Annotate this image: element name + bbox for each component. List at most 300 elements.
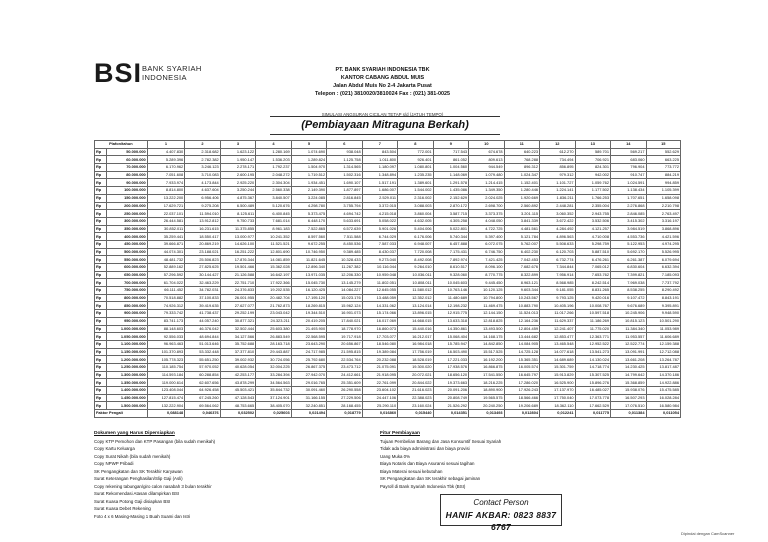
installment-cell: 4.048.050 xyxy=(469,217,504,225)
installment-cell: 13.145.279 xyxy=(327,279,362,287)
installment-cell: 10.008.767 xyxy=(575,302,610,310)
scanner-watermark: Dipindai dengan CamScanner xyxy=(681,531,735,536)
installment-cell: 12.712.088 xyxy=(646,348,681,356)
header-year: 4 xyxy=(256,141,291,149)
table-row xyxy=(95,194,681,202)
installment-cell: 11.594.010 xyxy=(185,210,220,218)
installment-cell: 10.815.123 xyxy=(611,317,646,325)
installment-cell: 33.284.394 xyxy=(256,371,291,379)
installment-cell: 1.349.350 xyxy=(469,187,504,195)
installment-cell: 44.057.240 xyxy=(185,317,220,325)
installment-cell: 1.766.253 xyxy=(575,194,610,202)
installment-cell: 3.060.352 xyxy=(540,210,575,218)
installment-cell: 683.060 xyxy=(611,156,646,164)
installment-cell: 1.536.203 xyxy=(256,156,291,164)
currency-label: Rp xyxy=(95,356,107,364)
installment-cell: 20.482.704 xyxy=(256,294,291,302)
installment-cell: 1.623.122 xyxy=(220,148,255,156)
installment-cell: 5.298.759 xyxy=(575,240,610,248)
currency-label: Rp xyxy=(95,202,107,210)
installment-cell: 11.480.689 xyxy=(433,294,468,302)
installment-cell: 19.501.466 xyxy=(220,264,255,272)
installment-cell: 12.144.150 xyxy=(469,310,504,318)
factor-cell: 0,088148 xyxy=(147,410,185,418)
plafon-cell: 1.250.000.000 xyxy=(107,363,148,371)
currency-label: Rp xyxy=(95,217,107,225)
installment-cell: 11.580.012 xyxy=(398,287,433,295)
installment-cell: 7.344.844 xyxy=(540,264,575,272)
installment-cell: 1.177.502 xyxy=(575,187,610,195)
installment-cell: 7.969.038 xyxy=(611,279,646,287)
installment-cell: 14.084.227 xyxy=(327,287,362,295)
currency-label: Rp xyxy=(95,340,107,348)
installment-cell: 30.852.011 xyxy=(147,225,185,233)
installment-cell: 13.541.273 xyxy=(575,348,610,356)
currency-label: Rp xyxy=(95,287,107,295)
factor-cell: 0,015440 xyxy=(398,410,433,418)
installment-cell: 32.240.851 xyxy=(291,402,326,410)
header-year: 2 xyxy=(185,141,220,149)
installment-cell: 717.543 xyxy=(433,148,468,156)
installment-cell: 20.091.206 xyxy=(433,387,468,395)
plafon-cell: 60.000.000 xyxy=(107,156,148,164)
installment-cell: 123.408.044 xyxy=(147,387,185,395)
installment-cell: 11.053.989 xyxy=(646,325,681,333)
installment-cell: 1.152.401 xyxy=(504,179,539,187)
factor-cell: 0,025603 xyxy=(256,410,291,418)
installment-cell: 39.666.871 xyxy=(147,240,185,248)
table-header-row xyxy=(95,141,681,149)
installment-cell: 3.372.015 xyxy=(362,202,397,210)
currency-label: Rp xyxy=(95,194,107,202)
installment-cell: 12.818.825 xyxy=(469,317,504,325)
installment-cell: 3.415.302 xyxy=(611,217,646,225)
installment-cell: 10.245.906 xyxy=(611,310,646,318)
installment-cell: 884.219 xyxy=(646,171,681,179)
installment-cell: 3.088.003 xyxy=(398,202,433,210)
installment-cell: 9.420.016 xyxy=(575,294,610,302)
installment-cell: 5.887.510 xyxy=(575,248,610,256)
installment-cell: 15.307.525 xyxy=(575,371,610,379)
currency-label: Rp xyxy=(95,240,107,248)
installment-cell: 9.395.891 xyxy=(646,302,681,310)
installment-cell: 1.792.237 xyxy=(256,164,291,172)
installment-cell: 15.913.829 xyxy=(540,371,575,379)
installment-cell: 12.915.775 xyxy=(433,310,468,318)
currency-label: Rp xyxy=(95,164,107,172)
installment-cell: 119.000.614 xyxy=(147,379,185,387)
installment-cell: 37.100.833 xyxy=(185,294,220,302)
installment-cell: 11.469.475 xyxy=(469,302,504,310)
installment-cell: 1.059.762 xyxy=(575,179,610,187)
installment-cell: 3.860.004 xyxy=(398,210,433,218)
plafon-cell: 350.000.000 xyxy=(107,225,148,233)
document-item: Copy Surat Nikah (bila sudah menikah) xyxy=(94,453,171,459)
installment-cell: 2.925.220 xyxy=(220,179,255,187)
installment-cell: 2.560.338 xyxy=(256,187,291,195)
branch-phone: Telepon : (021) 3810020/3810024 Fax : (021) 381-0025 xyxy=(314,91,451,97)
currency-label: Rp xyxy=(95,371,107,379)
installment-cell: 7.720.008 xyxy=(398,248,433,256)
simulation-caption: SIMULASI ANGSURAN CICILAN TETAP s/d (JATUH TEMPO) xyxy=(321,112,444,117)
installment-cell: 18.656.120 xyxy=(433,371,468,379)
installment-cell: 6.476.261 xyxy=(575,256,610,264)
table-row xyxy=(95,287,681,295)
installment-cell: 15.362.028 xyxy=(256,264,291,272)
currency-label: Rp xyxy=(95,363,107,371)
header-year: 8 xyxy=(398,141,433,149)
installment-cell: 6.079.694 xyxy=(646,256,681,264)
installment-cell: 11.821.645 xyxy=(291,256,326,264)
installment-cell: 1.877.897 xyxy=(327,187,362,195)
currency-label: Rp xyxy=(95,179,107,187)
installment-cell: 7.399.821 xyxy=(611,271,646,279)
currency-label: Rp xyxy=(95,256,107,264)
installment-cell: 17.662.529 xyxy=(575,402,610,410)
installment-cell: 26.001.955 xyxy=(220,294,255,302)
table-row xyxy=(95,348,681,356)
installment-cell: 4.298.780 xyxy=(291,202,326,210)
installment-cell: 66.111.452 xyxy=(147,287,185,295)
installment-cell: 5.633.691 xyxy=(327,217,362,225)
table-row xyxy=(95,217,681,225)
installment-cell: 5.058.022 xyxy=(362,217,397,225)
installment-cell: 20.656.867 xyxy=(327,340,362,348)
installment-cell: 14.718.774 xyxy=(575,363,610,371)
table-row xyxy=(95,248,681,256)
installment-cell: 12.952.522 xyxy=(575,340,610,348)
installment-cell: 21.918.095 xyxy=(362,371,397,379)
installment-cell: 10.808.011 xyxy=(398,279,433,287)
currency-label: Rp xyxy=(95,387,107,395)
installment-cell: 8.843.191 xyxy=(646,294,681,302)
installment-cell: 57.296.592 xyxy=(147,271,185,279)
table-row xyxy=(95,402,681,410)
installment-cell: 10.501.290 xyxy=(646,317,681,325)
installment-cell: 15.368.859 xyxy=(611,379,646,387)
installment-cell: 2.316.002 xyxy=(398,194,433,202)
installment-cell: 1.658.098 xyxy=(646,194,681,202)
currency-label: Rp xyxy=(95,402,107,410)
table-row xyxy=(95,333,681,341)
installment-table xyxy=(94,140,681,418)
installment-cell: 9.750.733 xyxy=(220,217,255,225)
installment-cell: 44.074.301 xyxy=(147,248,185,256)
installment-cell: 16.017.069 xyxy=(362,317,397,325)
installment-cell: 21.126.588 xyxy=(220,271,255,279)
table-row xyxy=(95,225,681,233)
installment-cell: 17.756.019 xyxy=(398,348,433,356)
installment-cell: 1.024.347 xyxy=(504,171,539,179)
installment-cell: 1.138.434 xyxy=(611,187,646,195)
installment-cell: 4.637.604 xyxy=(185,187,220,195)
installment-cell: 824.301 xyxy=(575,164,610,172)
installment-cell: 34.782.031 xyxy=(185,287,220,295)
installment-cell: 896.312 xyxy=(504,164,539,172)
table-row xyxy=(95,187,681,195)
installment-cell: 4.722.725 xyxy=(469,225,504,233)
installment-cell: 3.755.794 xyxy=(327,202,362,210)
plafon-cell: 800.000.000 xyxy=(107,294,148,302)
table-row xyxy=(95,379,681,387)
installment-cell: 7.175.431 xyxy=(433,248,468,256)
installment-cell: 17.629.721 xyxy=(147,202,185,210)
installment-cell: 16.525.900 xyxy=(540,379,575,387)
installment-cell: 37.377.810 xyxy=(220,348,255,356)
installment-cell: 15.440.016 xyxy=(398,325,433,333)
installment-cell: 22.761.099 xyxy=(362,379,397,387)
installment-cell: 1.079.480 xyxy=(469,171,504,179)
installment-cell: 8.290.492 xyxy=(646,287,681,295)
installment-cell: 8.125.611 xyxy=(220,210,255,218)
installment-cell: 22.388.023 xyxy=(398,394,433,402)
table-row xyxy=(95,148,681,156)
installment-cell: 2.448.281 xyxy=(540,202,575,210)
installment-cell: 48.694.844 xyxy=(185,333,220,341)
installment-cell: 52.889.162 xyxy=(147,264,185,272)
installment-cell: 25.792.680 xyxy=(291,356,326,364)
header-year: 1 xyxy=(147,141,185,149)
installment-cell: 6.072.075 xyxy=(469,240,504,248)
installment-cell: 7.185.093 xyxy=(646,271,681,279)
installment-cell: 6.500.489 xyxy=(220,202,255,210)
installment-cell: 4.173.844 xyxy=(185,179,220,187)
installment-cell: 13.633.318 xyxy=(433,317,468,325)
table-row xyxy=(95,340,681,348)
installment-cell: 12.352.012 xyxy=(398,294,433,302)
installment-cell: 8.096.100 xyxy=(469,264,504,272)
installment-cell: 1.686.007 xyxy=(362,187,397,195)
installment-cell: 612.270 xyxy=(540,148,575,156)
installment-cell: 13.091.991 xyxy=(611,348,646,356)
plafon-cell: 750.000.000 xyxy=(107,287,148,295)
installment-cell: 640.223 xyxy=(504,148,539,156)
installment-cell: 13.465.548 xyxy=(540,340,575,348)
installment-cell: 2.560.892 xyxy=(504,202,539,210)
installment-cell: 105.778.323 xyxy=(147,356,185,364)
table-row xyxy=(95,310,681,318)
product-banner: (Pembiayaan Mitraguna Berkah) xyxy=(270,116,500,135)
financing-features xyxy=(380,430,610,490)
plafon-cell: 1.200.000.000 xyxy=(107,356,148,364)
header-year: 15 xyxy=(646,141,681,149)
installment-cell: 57.970.052 xyxy=(185,363,220,371)
installment-cell: 13.000.977 xyxy=(220,233,255,241)
installment-cell: 20.419.205 xyxy=(291,317,326,325)
branch-name: KANTOR CABANG ABDUL MUIS xyxy=(340,75,425,81)
installment-cell: 30.144.427 xyxy=(185,271,220,279)
installment-cell: 10.959.048 xyxy=(362,271,397,279)
installment-cell: 9.603.344 xyxy=(504,287,539,295)
installment-cell: 30.724.056 xyxy=(256,356,291,364)
installment-cell: 22.037.101 xyxy=(147,210,185,218)
plafon-cell: 1.450.000.000 xyxy=(107,394,148,402)
installment-cell: 9.389.485 xyxy=(327,248,362,256)
currency-label: Rp xyxy=(95,210,107,218)
installment-cell: 45.503.421 xyxy=(220,387,255,395)
installment-cell: 18.269.815 xyxy=(291,302,326,310)
currency-label: Rp xyxy=(95,156,107,164)
installment-cell: 552.629 xyxy=(646,148,681,156)
installment-cell: 7.587.033 xyxy=(362,240,397,248)
installment-cell: 40.628.054 xyxy=(220,363,255,371)
installment-cell: 6.120.703 xyxy=(540,248,575,256)
factor-cell: 0,018779 xyxy=(327,410,362,418)
installment-cell: 994.859 xyxy=(646,179,681,187)
header-plafon: Plafon/tahun xyxy=(95,141,148,149)
installment-cell: 4.710.008 xyxy=(575,233,610,241)
installment-cell: 69.564.062 xyxy=(185,402,220,410)
installment-cell: 22.751.710 xyxy=(220,279,255,287)
installment-cell: 9.948.590 xyxy=(646,310,681,318)
installment-cell: 27.229.506 xyxy=(327,394,362,402)
installment-cell: 15.301.759 xyxy=(540,363,575,371)
installment-cell: 21.075.091 xyxy=(362,363,397,371)
installment-cell: 24.323.211 xyxy=(256,317,291,325)
installment-cell: 28.163.718 xyxy=(256,340,291,348)
installment-cell: 589.701 xyxy=(575,148,610,156)
factor-label: Faktor Pengali xyxy=(95,410,148,418)
installment-cell: 23.604.102 xyxy=(362,387,397,395)
installment-cell: 26.444.581 xyxy=(147,217,185,225)
installment-cell: 12.241.407 xyxy=(540,325,575,333)
installment-cell: 9.672.255 xyxy=(291,240,326,248)
installment-cell: 1.125.758 xyxy=(327,156,362,164)
installment-cell: 74.926.312 xyxy=(147,302,185,310)
installment-cell: 10.241.352 xyxy=(256,233,291,241)
installment-cell: 8.963.121 xyxy=(504,279,539,287)
installment-cell: 64.926.458 xyxy=(185,387,220,395)
installment-cell: 6.572.639 xyxy=(327,225,362,233)
installment-cell: 8.814.800 xyxy=(147,187,185,195)
installment-cell: 18.778.970 xyxy=(327,325,362,333)
installment-cell: 14.350.861 xyxy=(433,325,468,333)
installment-cell: 10.243.567 xyxy=(504,294,539,302)
logo-mark: BSI xyxy=(94,58,143,88)
installment-cell: 8.450.536 xyxy=(327,240,362,248)
installment-cell: 14.081.859 xyxy=(256,256,291,264)
installment-cell: 12.198.232 xyxy=(433,302,468,310)
plafon-cell: 1.350.000.000 xyxy=(107,379,148,387)
installment-cell: 23.473.712 xyxy=(327,363,362,371)
installment-cell: 11.186.269 xyxy=(575,317,610,325)
installment-cell: 2.529.011 xyxy=(362,194,397,202)
installment-cell: 2.943.755 xyxy=(575,210,610,218)
installment-cell: 8.538.255 xyxy=(611,287,646,295)
installment-cell: 9.181.055 xyxy=(540,287,575,295)
installment-cell: 1.502.316 xyxy=(327,171,362,179)
table-row xyxy=(95,394,681,402)
installment-cell: 11.521.521 xyxy=(256,240,291,248)
installment-cell: 6.448.170 xyxy=(291,217,326,225)
installment-cell: 12.801.690 xyxy=(256,248,291,256)
installment-cell: 1.180.097 xyxy=(362,164,397,172)
plafon-cell: 250.000.000 xyxy=(107,210,148,218)
installment-cell: 11.802.051 xyxy=(362,279,397,287)
installment-cell: 5.373.475 xyxy=(291,210,326,218)
installment-cell: 11.267.382 xyxy=(327,264,362,272)
installment-cell: 7.933.974 xyxy=(147,179,185,187)
installment-cell: 861.052 xyxy=(433,156,468,164)
installment-cell: 12.159.388 xyxy=(646,340,681,348)
table-row xyxy=(95,325,681,333)
currency-label: Rp xyxy=(95,333,107,341)
installment-cell: 5.526.995 xyxy=(646,248,681,256)
installment-cell: 13.912.812 xyxy=(185,217,220,225)
plafon-cell: 1.100.000.000 xyxy=(107,340,148,348)
installment-cell: 2.698.700 xyxy=(469,202,504,210)
installment-cell: 5.508.633 xyxy=(540,240,575,248)
installment-cell: 7.681.014 xyxy=(256,217,291,225)
installment-cell: 14.168.175 xyxy=(469,333,504,341)
installment-cell: 16.580.984 xyxy=(646,402,681,410)
installment-cell: 3.840.507 xyxy=(256,194,291,202)
table-row xyxy=(95,264,681,272)
installment-cell: 1.080.801 xyxy=(398,164,433,172)
installment-cell: 110.185.754 xyxy=(147,363,185,371)
installment-cell: 25.603.380 xyxy=(256,325,291,333)
installment-cell: 13.488.059 xyxy=(362,294,397,302)
factor-cell: 0,011054 xyxy=(646,410,681,418)
installment-cell: 1.517.191 xyxy=(362,179,397,187)
installment-cell: 2.304.304 xyxy=(256,179,291,187)
installment-cell: 9.264.010 xyxy=(398,264,433,272)
installment-cell: 7.421.425 xyxy=(469,256,504,264)
document-item: Copy Kartu Keluarga xyxy=(94,446,135,451)
installment-cell: 14.084.905 xyxy=(504,340,539,348)
installment-cell: 9.273.040 xyxy=(362,256,397,264)
installment-cell: 1.289.824 xyxy=(291,156,326,164)
installment-cell: 10.597.518 xyxy=(575,310,610,318)
installment-cell: 9.676.689 xyxy=(611,302,646,310)
installment-cell: 19.206.689 xyxy=(504,402,539,410)
plafon-cell: 70.000.000 xyxy=(107,164,148,172)
plafon-cell: 80.000.000 xyxy=(107,171,148,179)
installment-cell: 37.124.901 xyxy=(256,394,291,402)
installment-cell: 30.877.321 xyxy=(220,317,255,325)
installment-cell: 17.221.033 xyxy=(433,356,468,364)
installment-cell: 16.120.425 xyxy=(291,287,326,295)
table-row xyxy=(95,317,681,325)
table-row xyxy=(95,356,681,364)
installment-cell: 17.073.778 xyxy=(575,394,610,402)
currency-label: Rp xyxy=(95,394,107,402)
document-item: Foto 4 x 6 Masing-Masing 1 Buah Suami dan Istri xyxy=(94,513,191,519)
currency-label: Rp xyxy=(95,310,107,318)
installment-cell: 19.717.918 xyxy=(327,333,362,341)
document-item: SK Pengangkatan dan SK Terakhir Karyawan xyxy=(94,468,183,474)
installment-cell: 23.043.042 xyxy=(256,310,291,318)
header-year: 3 xyxy=(220,141,255,149)
document-item: Copy rekening tabungan/giro calon nasabah 3 bulan terakhir xyxy=(94,483,212,489)
installment-cell: 15.023.176 xyxy=(327,294,362,302)
table-row xyxy=(95,202,681,210)
installment-cell: 1.024.591 xyxy=(611,179,646,187)
installment-cell: 7.051.608 xyxy=(147,171,185,179)
header-year: 11 xyxy=(504,141,539,149)
installment-cell: 15.365.351 xyxy=(504,356,539,364)
installment-cell: 8.597.560 xyxy=(291,233,326,241)
installment-cell: 70.518.882 xyxy=(147,294,185,302)
installment-cell: 5.740.344 xyxy=(433,233,468,241)
installment-cell: 15.045.730 xyxy=(291,279,326,287)
plafon-cell: 200.000.000 xyxy=(107,202,148,210)
installment-cell: 8.961.183 xyxy=(256,225,291,233)
documents-title: Dokumen yang Harus Dipersiapkan xyxy=(94,431,175,436)
installment-cell: 5.022.801 xyxy=(433,225,468,233)
installment-cell: 10.405.196 xyxy=(540,302,575,310)
installment-cell: 3.316.197 xyxy=(646,217,681,225)
